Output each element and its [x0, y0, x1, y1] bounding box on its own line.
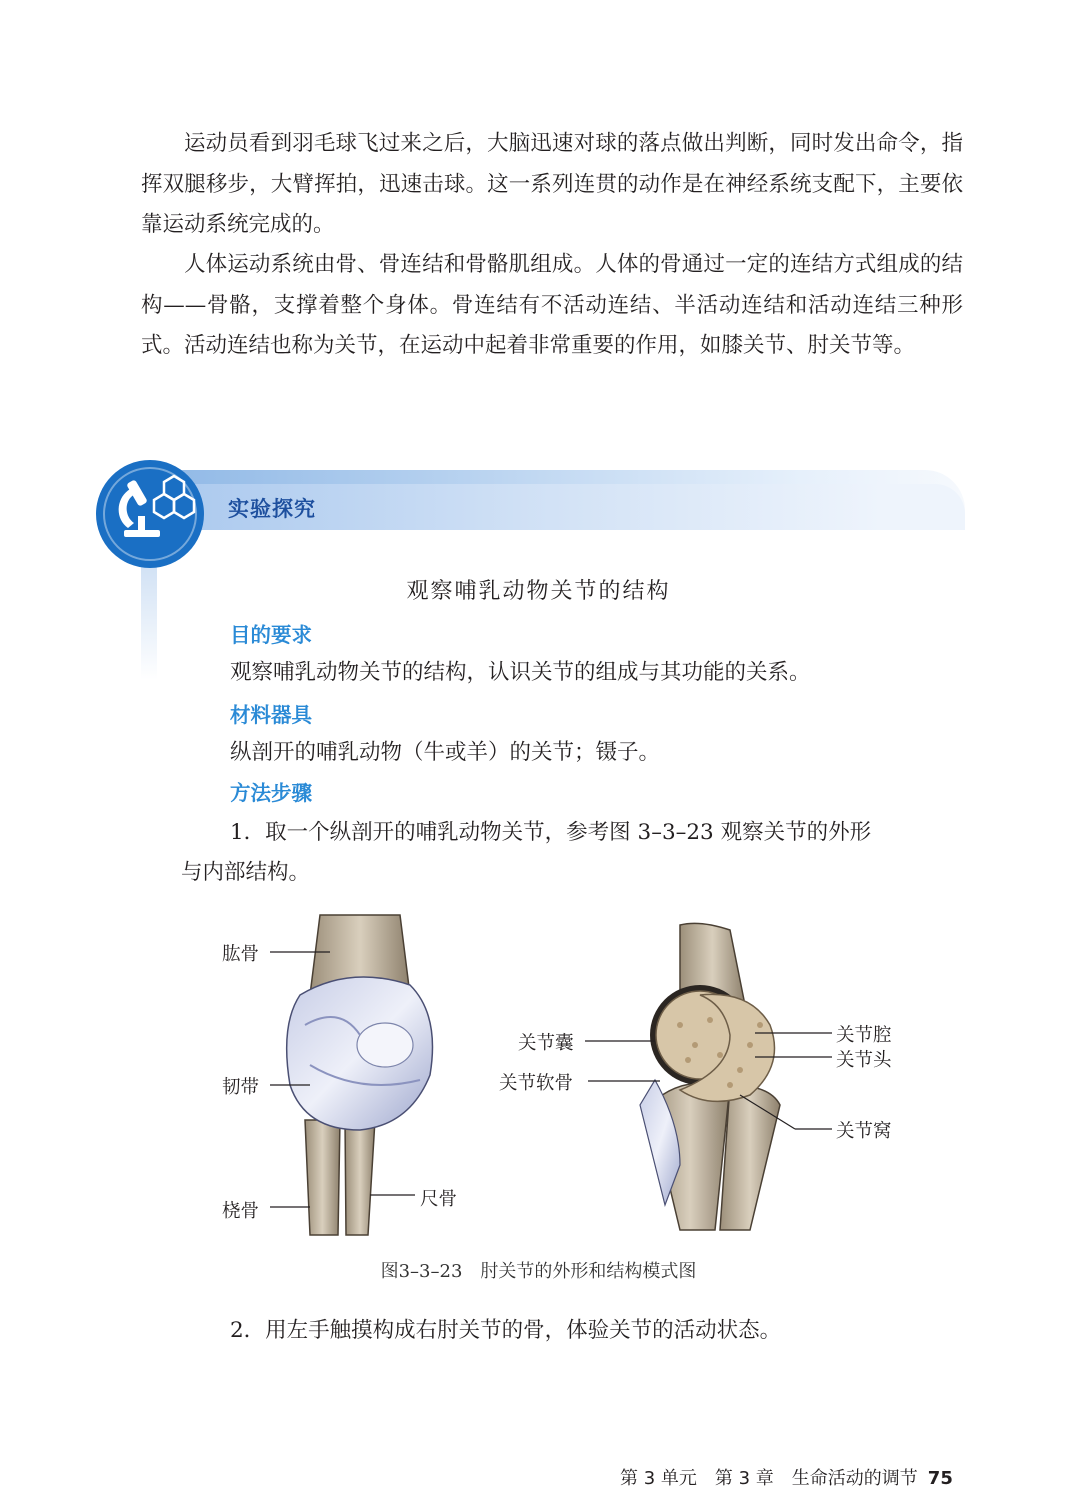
page-footer	[620, 1464, 953, 1490]
step2-text: 2．用左手触摸构成右肘关节的骨，体验关节的活动状态。	[230, 1318, 782, 1343]
materials-text: 纵剖开的哺乳动物（牛或羊）的关节；镊子。	[230, 740, 661, 765]
label-humerus: 肱骨	[222, 944, 260, 965]
label-joint-capsule: 关节囊	[518, 1033, 574, 1054]
label-joint-head: 关节头	[836, 1050, 892, 1071]
microscope-molecule-icon	[94, 458, 206, 570]
elbow-exterior-drawing	[287, 915, 433, 1235]
elbow-section-drawing	[640, 923, 780, 1230]
purpose-text: 观察哺乳动物关节的结构，认识关节的组成与其功能的关系。	[230, 660, 811, 685]
figure-caption: 图3–3–23 肘关节的外形和结构模式图	[380, 1261, 697, 1282]
label-joint-cartilage: 关节软骨	[499, 1073, 574, 1094]
purpose-heading: 目的要求	[230, 623, 312, 647]
label-joint-cavity: 关节腔	[836, 1025, 892, 1046]
step1-line1: 1．取一个纵剖开的哺乳动物关节，参考图 3–3–23 观察关节的外形	[230, 820, 872, 845]
label-radius: 桡骨	[222, 1201, 260, 1222]
intro-paragraph: 运动员看到羽毛球飞过来之后，大脑迅速对球的落点做出判断，同时发出命令，指挥双腿移步，大臂挥拍，迅速击球。这一系列连贯的动作是在神经系统支配下，主要依靠运动系统完成的。	[141, 131, 963, 237]
label-joint-socket: 关节窝	[836, 1121, 892, 1142]
label-ulna: 尺骨	[420, 1189, 458, 1210]
materials-heading: 材料器具	[230, 703, 312, 727]
step1-line2: 与内部结构。	[181, 860, 311, 885]
experiment-title: 观察哺乳动物关节的结构	[406, 579, 671, 604]
label-ligament: 韧带	[222, 1077, 260, 1098]
motor-system-paragraph: 人体运动系统由骨、骨连结和骨骼肌组成。人体的骨通过一定的连结方式组成的结构——骨骼，支撑着整个身体。骨连结有不活动连结、半活动连结和活动连结三种形式。活动连结也称为关节，在运动中起着非常重要的作用，如膝关节、肘关节等。	[141, 252, 963, 358]
page-number: 75	[927, 1468, 953, 1489]
banner-title: 实验探究	[228, 497, 316, 521]
method-heading: 方法步骤	[230, 781, 312, 805]
footer-chapter: 第 3 单元 第 3 章 生命活动的调节	[620, 1468, 918, 1489]
